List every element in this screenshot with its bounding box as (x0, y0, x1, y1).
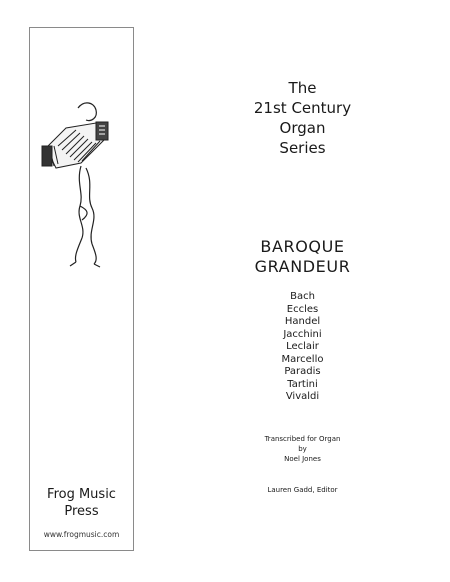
composer-item: Vivaldi (285, 391, 320, 402)
publisher-line: Press (64, 504, 99, 519)
publisher-website: www.frogmusic.com (43, 530, 120, 539)
title-line: GRANDEUR (254, 257, 351, 276)
composer-item: Eccles (286, 303, 319, 315)
composer-item: Jacchini (283, 328, 322, 340)
composer-item: Tartini (287, 378, 318, 390)
composer-item: Leclair (286, 341, 319, 352)
composer-item: Bach (290, 291, 315, 302)
publisher-name (30, 486, 133, 520)
composer-item: Marcello (281, 353, 324, 365)
left-sidebar-strip (29, 27, 134, 551)
series-line: Organ (279, 119, 326, 137)
credit-line: Transcribed for Organ (264, 435, 341, 443)
accordion-player-sketch-icon (36, 88, 128, 288)
composer-item: Paradis (284, 366, 321, 377)
transcription-credit (200, 434, 405, 464)
title-line: BAROQUE (260, 237, 345, 256)
editor-credit: Lauren Gadd, Editor (267, 486, 338, 494)
series-line: Series (279, 139, 326, 157)
composer-list (200, 291, 405, 404)
credit-line: Noel Jones (284, 455, 321, 463)
series-title (200, 78, 405, 158)
credit-line: by (298, 445, 307, 453)
publisher-line: Frog Music (47, 487, 116, 502)
composer-item: Handel (284, 316, 321, 327)
series-line: The (288, 79, 317, 97)
series-line: 21st Century (253, 99, 352, 117)
book-title (200, 237, 405, 277)
